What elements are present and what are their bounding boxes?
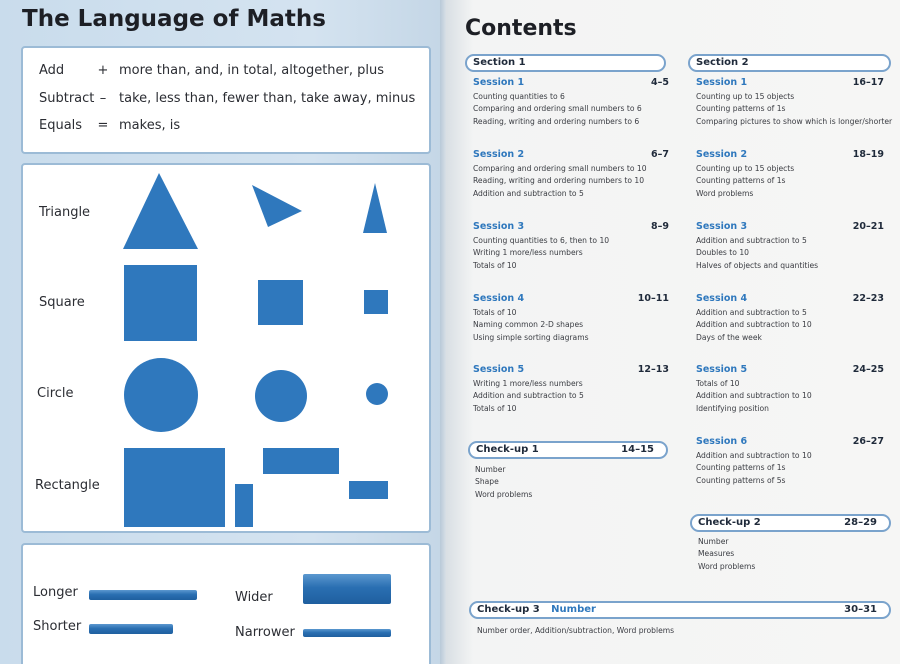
session-topic: Using simple sorting diagrams xyxy=(473,332,589,342)
checkup-pages: 14–15 xyxy=(621,444,654,455)
checkup-topic: Number xyxy=(475,465,506,474)
shapes-drawing xyxy=(23,165,429,531)
checkup-1-header xyxy=(468,441,668,459)
session-topic: Comparing pictures to show which is longer/shorter xyxy=(696,116,893,126)
checkup-label: Check-up 2 xyxy=(698,517,761,528)
section-1-session-5 xyxy=(473,364,669,415)
session-topic: Addition and subtraction to 5 xyxy=(473,391,584,401)
session-name: Session 2 xyxy=(696,149,748,160)
rectangle-small xyxy=(349,481,388,499)
circle-medium xyxy=(255,370,307,422)
page-title-contents: Contents xyxy=(465,16,577,41)
session-name: Session 3 xyxy=(473,221,525,232)
operation-word: Add xyxy=(39,63,65,78)
session-topic: Counting quantities to 6 xyxy=(473,92,565,101)
checkup-topic: Number xyxy=(698,537,729,546)
checkup-subtitle: Number xyxy=(551,604,596,615)
section-2-session-3 xyxy=(696,221,884,272)
bar-shorter xyxy=(89,624,173,634)
operations-panel xyxy=(21,46,431,154)
session-pages: 16–17 xyxy=(852,77,884,88)
session-topic: Doubles to 10 xyxy=(696,248,749,258)
shape-label-circle: Circle xyxy=(37,386,74,401)
session-topic: Writing 1 more/less numbers xyxy=(473,379,583,388)
checkup-2-topics xyxy=(698,536,755,573)
triangle-large xyxy=(123,173,198,249)
session-topic: Totals of 10 xyxy=(473,260,517,270)
session-topic: Comparing and ordering small numbers to 10 xyxy=(473,164,647,173)
session-topic: Addition and subtraction to 5 xyxy=(696,236,807,245)
session-name: Session 1 xyxy=(473,77,525,88)
shapes-panel xyxy=(21,163,431,533)
section-1-header xyxy=(465,54,666,72)
checkup-3-header xyxy=(469,601,891,619)
circle-large xyxy=(124,358,198,432)
session-topic: Counting patterns of 5s xyxy=(696,475,786,485)
label-narrower: Narrower xyxy=(235,625,295,640)
square-small xyxy=(364,290,388,314)
section-1-session-4 xyxy=(473,293,669,344)
session-name: Session 5 xyxy=(696,364,748,375)
checkup-pages: 28–29 xyxy=(844,517,877,528)
square-medium xyxy=(258,280,303,325)
session-topic: Counting up to 15 objects xyxy=(696,164,795,173)
session-pages: 18–19 xyxy=(852,149,884,160)
session-pages: 8–9 xyxy=(651,221,669,232)
section-1-session-3 xyxy=(473,221,669,272)
section-label: Section 1 xyxy=(473,57,526,68)
operation-description: more than, and, in total, altogether, plus xyxy=(119,63,385,78)
shape-label-rectangle: Rectangle xyxy=(35,478,100,493)
session-topic: Naming common 2-D shapes xyxy=(473,320,584,330)
session-pages: 22–23 xyxy=(852,293,884,304)
session-pages: 20–21 xyxy=(852,221,884,232)
rectangle-wide xyxy=(263,448,339,474)
checkup-1-topics xyxy=(475,464,532,501)
section-1-session-2 xyxy=(473,149,669,200)
operation-symbol: = xyxy=(97,118,109,133)
session-pages: 4–5 xyxy=(651,77,669,88)
session-pages: 12–13 xyxy=(637,364,669,375)
session-topic: Totals of 10 xyxy=(696,379,740,388)
session-name: Session 4 xyxy=(696,293,748,304)
session-topic: Counting patterns of 1s xyxy=(696,176,786,186)
checkup-2-header xyxy=(690,514,891,532)
checkup-label: Check-up 3 xyxy=(477,604,540,615)
session-pages: 24–25 xyxy=(852,364,884,375)
session-topic: Addition and subtraction to 5 xyxy=(473,188,584,198)
section-2-header xyxy=(688,54,891,72)
session-topic: Days of the week xyxy=(696,332,762,342)
session-name: Session 2 xyxy=(473,149,525,160)
section-2-session-2 xyxy=(696,149,884,200)
page-title-language-of-maths: The Language of Maths xyxy=(22,6,326,32)
session-topic: Counting quantities to 6, then to 10 xyxy=(473,236,610,245)
checkup-label: Check-up 1 xyxy=(476,444,539,455)
session-topic: Counting patterns of 1s xyxy=(696,463,786,473)
session-name: Session 5 xyxy=(473,364,525,375)
operation-description: take, less than, fewer than, take away, minus xyxy=(119,91,416,106)
operation-word: Subtract xyxy=(39,91,95,106)
operation-symbol: – xyxy=(99,91,107,106)
section-2-session-5 xyxy=(696,364,884,415)
session-name: Session 1 xyxy=(696,77,748,88)
circle-small xyxy=(366,383,388,405)
session-topic: Identifying position xyxy=(696,403,769,413)
session-topic: Comparing and ordering small numbers to 6 xyxy=(473,104,642,114)
session-topic: Reading, writing and ordering numbers to 6 xyxy=(473,116,640,126)
checkup-topic: Measures xyxy=(698,549,735,559)
session-topic: Totals of 10 xyxy=(473,308,517,317)
checkup-3-description: Number order, Addition/subtraction, Word problems xyxy=(477,626,675,635)
section-2-session-4 xyxy=(696,293,884,344)
shape-label-triangle: Triangle xyxy=(39,205,91,220)
session-topic: Writing 1 more/less numbers xyxy=(473,248,583,258)
session-topic: Addition and subtraction to 10 xyxy=(696,391,812,401)
comparison-panel xyxy=(21,543,431,664)
rectangle-large xyxy=(124,448,225,527)
section-2-session-6 xyxy=(696,436,884,487)
session-topic: Counting up to 15 objects xyxy=(696,92,795,101)
rectangle-tall xyxy=(235,484,253,527)
session-topic: Word problems xyxy=(696,188,754,198)
session-topic: Reading, writing and ordering numbers to 10 xyxy=(473,176,645,186)
checkup-topic: Word problems xyxy=(698,561,756,571)
checkup-pages: 30–31 xyxy=(844,604,877,615)
bar-narrower xyxy=(303,629,391,637)
session-topic: Counting patterns of 1s xyxy=(696,104,786,114)
operation-word: Equals xyxy=(39,118,83,133)
square-large xyxy=(124,265,197,341)
session-pages: 10–11 xyxy=(637,293,669,304)
session-topic: Halves of objects and quantities xyxy=(696,260,819,270)
bar-longer xyxy=(89,590,197,600)
section-label: Section 2 xyxy=(696,57,749,68)
session-pages: 6–7 xyxy=(651,149,669,160)
session-name: Session 4 xyxy=(473,293,525,304)
label-wider: Wider xyxy=(235,590,273,605)
triangle-rotated xyxy=(252,185,302,227)
operation-symbol: + xyxy=(97,63,109,78)
label-shorter: Shorter xyxy=(33,619,82,634)
session-topic: Addition and subtraction to 10 xyxy=(696,320,812,330)
shape-label-square: Square xyxy=(39,295,85,310)
section-1-session-1 xyxy=(473,77,669,128)
operation-description: makes, is xyxy=(119,118,181,133)
session-pages: 26–27 xyxy=(852,436,884,447)
section-2-session-1 xyxy=(696,77,893,128)
session-name: Session 6 xyxy=(696,436,748,447)
session-topic: Addition and subtraction to 10 xyxy=(696,451,812,460)
label-longer: Longer xyxy=(33,585,78,600)
session-name: Session 3 xyxy=(696,221,748,232)
checkup-topic: Shape xyxy=(475,477,499,487)
triangle-narrow xyxy=(363,183,387,233)
checkup-topic: Word problems xyxy=(475,489,533,499)
session-topic: Totals of 10 xyxy=(473,403,517,413)
bar-wider xyxy=(303,574,391,604)
session-topic: Addition and subtraction to 5 xyxy=(696,308,807,317)
